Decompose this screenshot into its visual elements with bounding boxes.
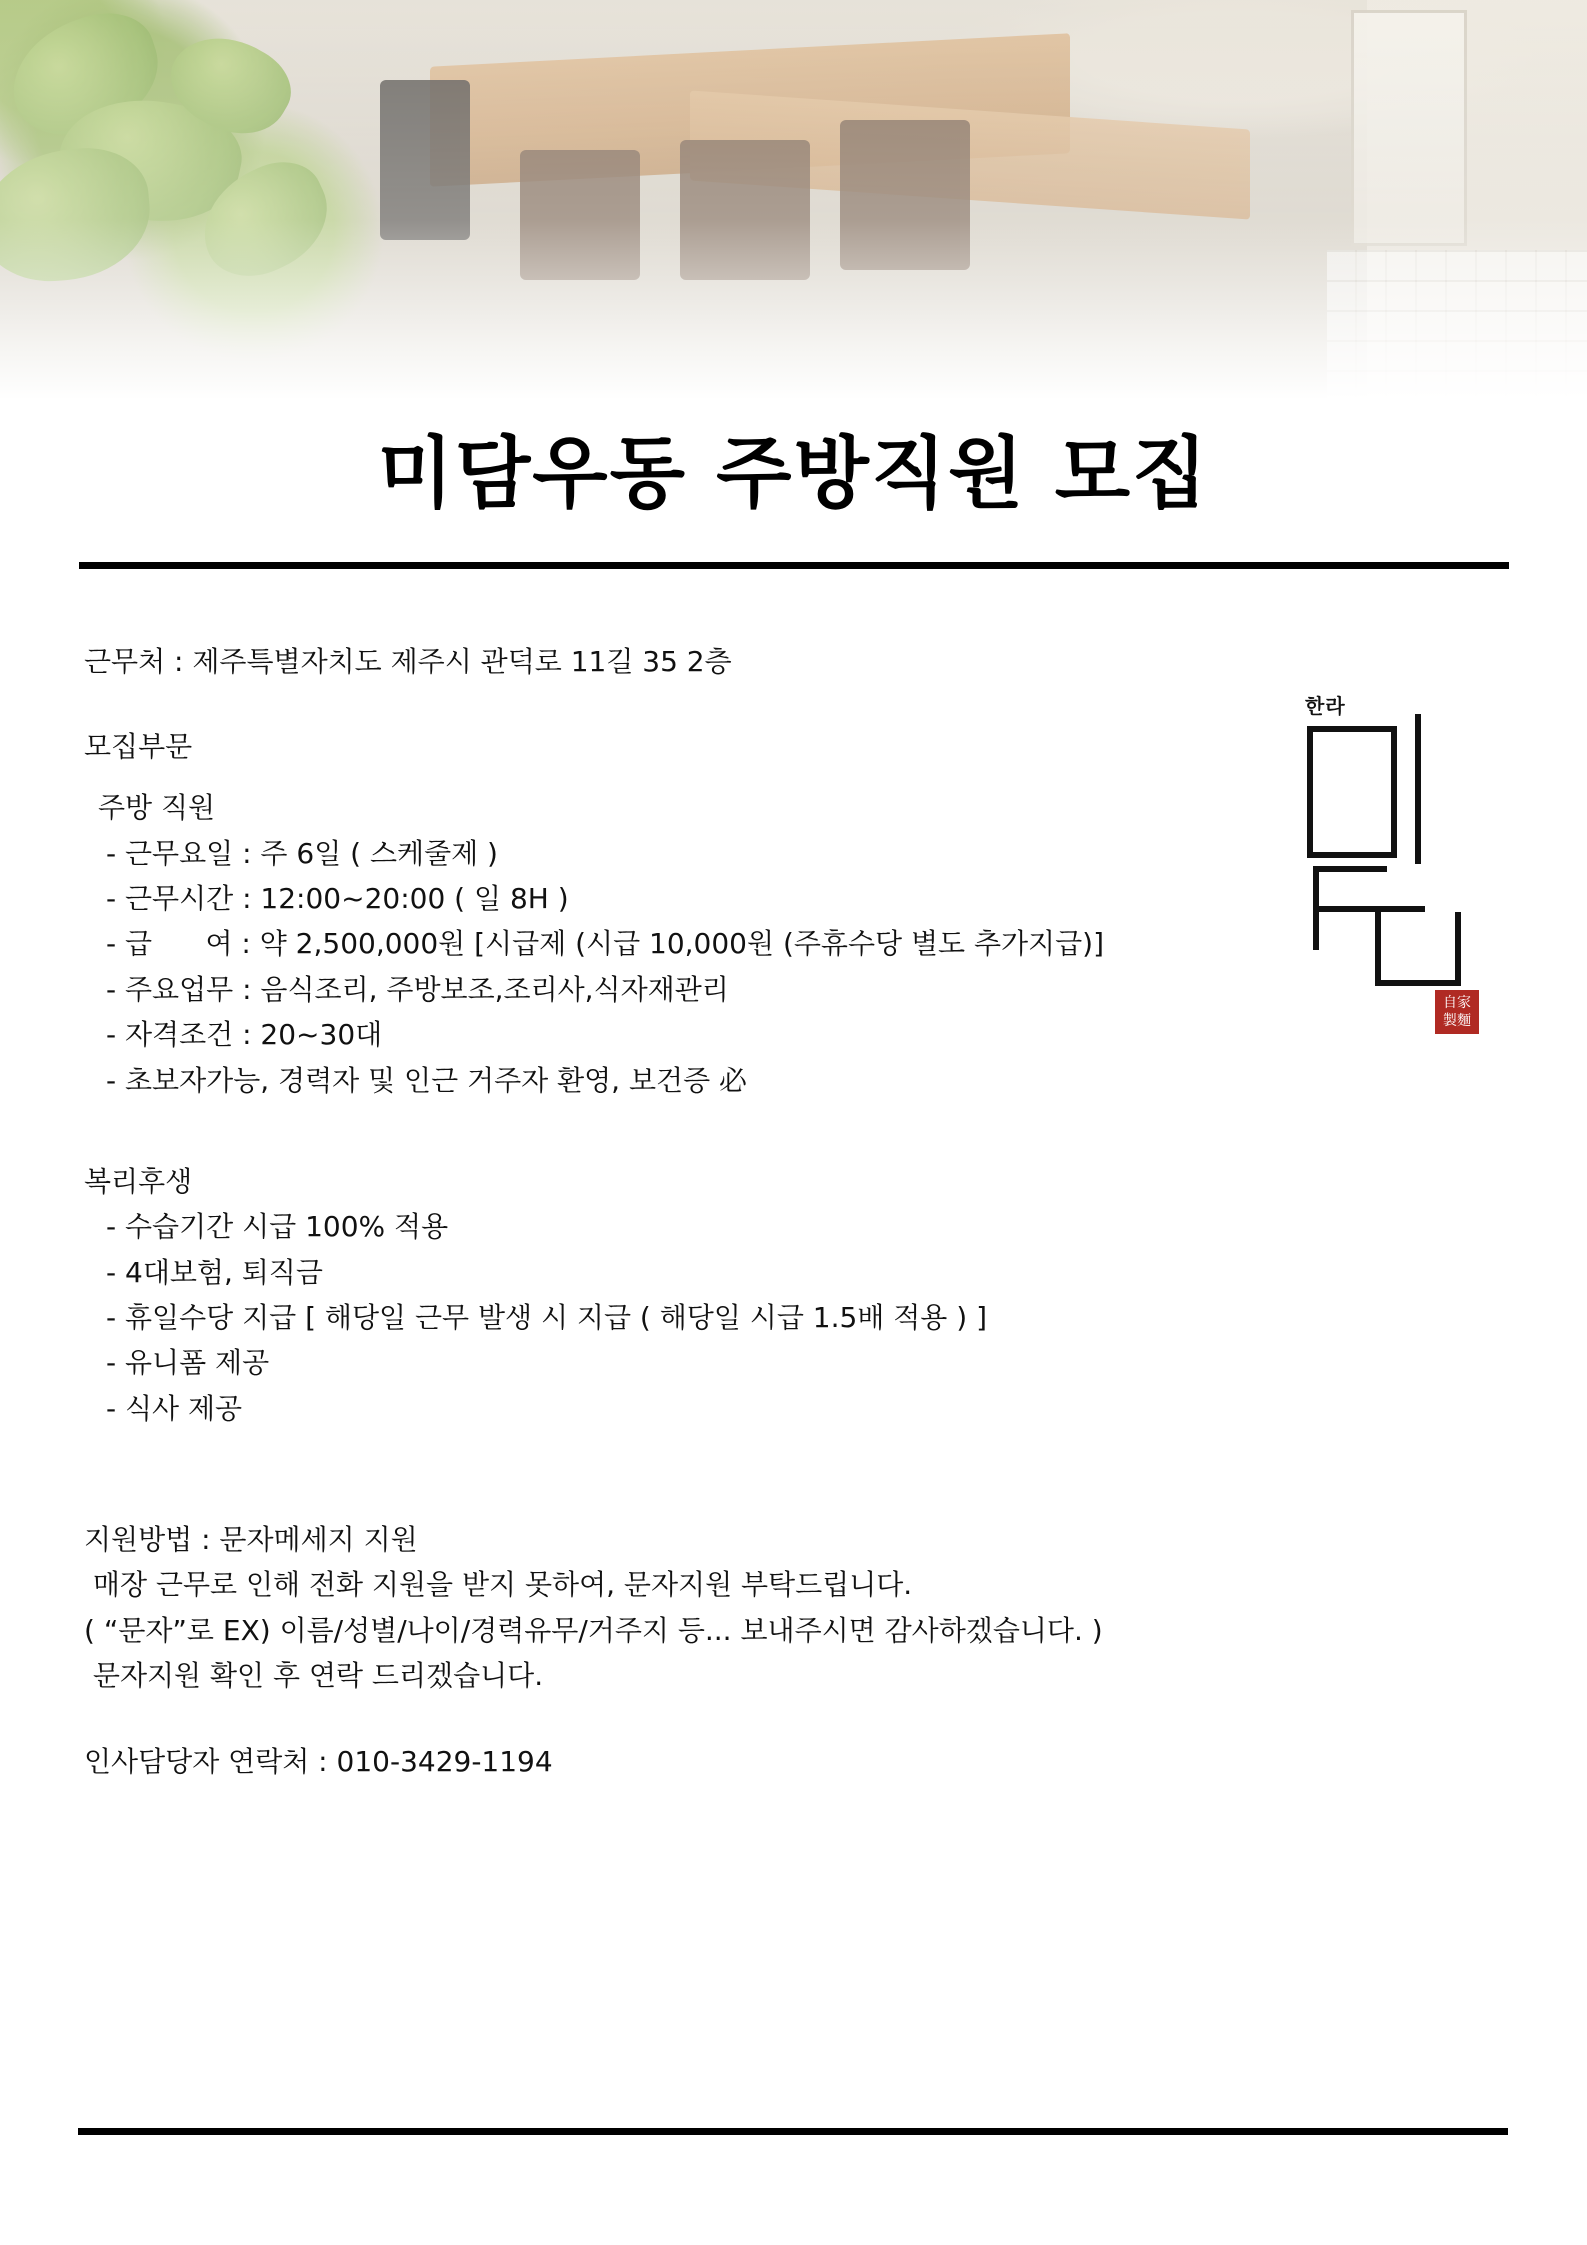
apply-section [84, 1517, 1587, 1698]
recruit-heading: 모집부문 [84, 730, 193, 764]
workplace-section [84, 639, 1587, 684]
benefit-item: - 수습기간 시급 100% 적용 [106, 1210, 449, 1244]
position-detail: - 근무시간 : 12:00~20:00 ( 일 8H ) [106, 882, 569, 916]
position-detail: - 주요업무 : 음식조리, 주방보조,조리사,식자재관리 [106, 972, 729, 1006]
benefit-item: - 4대보험, 퇴직금 [106, 1255, 323, 1289]
apply-line: 문자지원 확인 후 연락 드리겠습니다. [84, 1659, 544, 1693]
logo-seal-line1: 自家 [1443, 995, 1471, 1011]
recruit-section [84, 724, 1587, 1103]
page-title: 미담우동 주방직원 모집 [377, 429, 1210, 519]
logo-seal-line2: 製麵 [1443, 1012, 1471, 1029]
apply-heading: 지원방법 : 문자메세지 지원 [84, 1523, 418, 1557]
spacer [84, 1487, 1587, 1517]
contact-section [84, 1739, 1587, 1784]
spacer [84, 1113, 1587, 1159]
position-detail: - 근무요일 : 주 6일 ( 스케줄제 ) [106, 836, 498, 870]
bottom-divider [78, 2128, 1508, 2135]
poster-body [0, 569, 1587, 1784]
position-detail: - 초보자가능, 경력자 및 인근 거주자 환영, 보건증 必 [106, 1063, 748, 1097]
apply-line: ( “문자”로 EX) 이름/성별/나이/경력유무/거주지 등... 보내주시면 감사하겠습니다. ) [84, 1613, 1103, 1647]
position-detail: - 급 여 : 약 2,500,000원 [시급제 (시급 10,000원 (주휴수당 별도 추가지급)] [106, 927, 1104, 961]
workplace-line: 근무처 : 제주특별자치도 제주시 관덕로 11길 35 2층 [84, 644, 732, 678]
spacer [84, 1709, 1587, 1739]
benefits-section [84, 1159, 1587, 1431]
position-label: 주방 직원 [98, 791, 216, 825]
spacer [84, 769, 1587, 785]
benefit-item: - 식사 제공 [106, 1391, 243, 1425]
title-divider [79, 562, 1509, 569]
header-photo [0, 0, 1587, 400]
benefits-heading: 복리후생 [84, 1164, 193, 1198]
title-block [0, 430, 1587, 569]
photo-fade-overlay [0, 0, 1587, 400]
benefit-item: - 유니폼 제공 [106, 1346, 270, 1380]
benefit-item: - 휴일수당 지급 [ 해당일 근무 발생 시 지급 ( 해당일 시급 1.5배 적용 ) ] [106, 1301, 987, 1334]
position-detail: - 자격조건 : 20~30대 [106, 1018, 383, 1052]
spacer [84, 694, 1587, 724]
contact-line: 인사담당자 연락처 : 010-3429-1194 [84, 1744, 553, 1778]
logo-top-label: 한라 [1305, 694, 1346, 718]
spacer [84, 1441, 1587, 1487]
apply-line: 매장 근무로 인해 전화 지원을 받지 못하여, 문자지원 부탁드립니다. [84, 1568, 913, 1602]
